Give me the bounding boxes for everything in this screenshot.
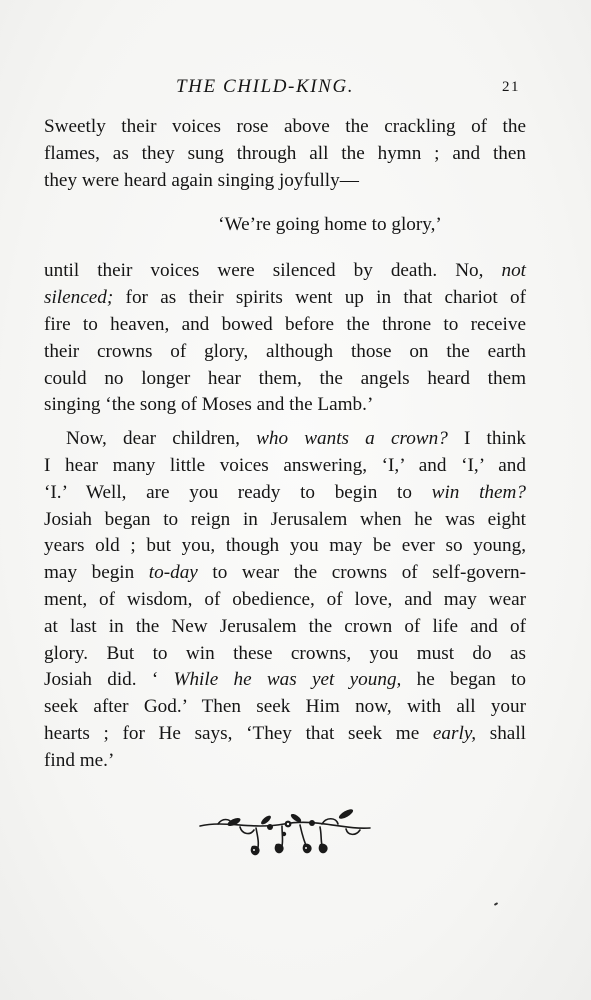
text-line: singing ‘the song of Moses and the Lamb.’: [44, 394, 374, 416]
text-line: Now, dear children, who wants a crown? I think: [66, 428, 526, 450]
text-line: I hear many little voices answering, ‘I,’ and ‘I,’ and: [44, 454, 526, 476]
text-line: years old ; but you, though you may be ever so young,: [44, 535, 526, 557]
text-line: Sweetly their voices rose above the crackling of the: [44, 116, 526, 137]
floral-tailpiece-icon: [196, 800, 372, 860]
text-line: Josiah did. ‘ While he was yet young, he began to: [44, 669, 526, 691]
text-line: seek after God.’ Then seek Him now, with all your: [44, 696, 526, 718]
text-line: they were heard again singing joyfully—: [44, 169, 359, 191]
paper-speck: [494, 902, 498, 906]
running-title: THE CHILD-KING.: [176, 76, 355, 97]
text-line: hearts ; for He says, ‘They that seek me early, shall: [44, 722, 526, 744]
text-line: flames, as they sung through all the hymn ; and then: [44, 142, 526, 164]
text-line: Josiah began to reign in Jerusalem when he was eight: [44, 508, 526, 530]
text-line: glory. But to win these crowns, you must do as: [44, 642, 526, 664]
text-line: could no longer hear them, the angels heard them: [44, 367, 526, 389]
text-line: until their voices were silenced by death. No, not: [44, 260, 526, 282]
text-line: fire to heaven, and bowed before the throne to receive: [44, 313, 526, 335]
running-head: [0, 76, 591, 102]
text-line: ‘I.’ Well, are you ready to begin to win them?: [44, 481, 526, 503]
body-text: [44, 114, 526, 775]
text-line: may begin to-day to wear the crowns of self-govern-: [44, 562, 527, 584]
page-number: 21: [502, 79, 520, 95]
hymn-quote: ‘We’re going home to glory,’: [218, 214, 442, 236]
text-line: at last in the New Jerusalem the crown of life and of: [44, 615, 526, 637]
text-line: silenced; for as their spirits went up in that chariot of: [44, 287, 526, 309]
text-line: find me.’: [44, 749, 115, 771]
text-line: their crowns of glory, although those on the earth: [44, 340, 526, 362]
text-line: ment, of wisdom, of obedience, of love, and may wear: [44, 588, 526, 610]
